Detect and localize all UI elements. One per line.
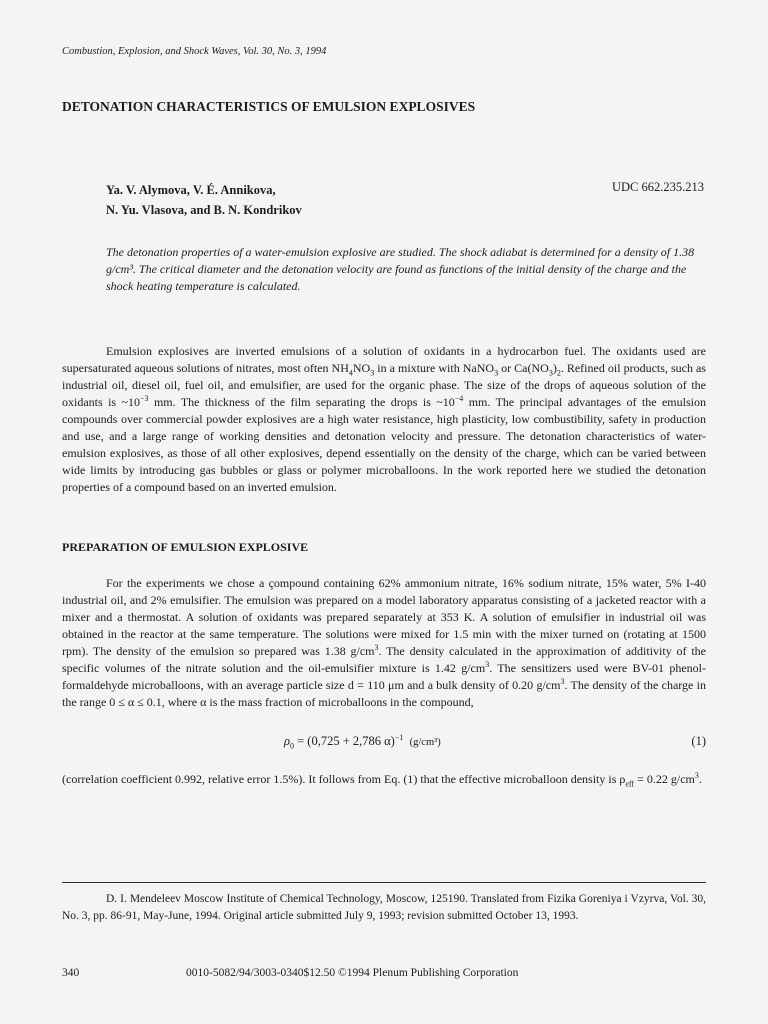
equation-1 — [62, 734, 706, 754]
subscript: eff — [625, 779, 635, 789]
article-title: DETONATION CHARACTERISTICS OF EMULSION EXPLOSIVES — [62, 99, 476, 114]
intro-paragraph: Emulsion explosives are inverted emulsions of a solution of oxidants in a hydrocarbon fuel. The oxidants used are supersaturated aqueous solutions of nitrates, most often $NH_4NO_3$ in a mixture with NaNO$_3$ or $Ca(NO_3)_2$. Refined oil products, such as industrial oil, diesel oil, fuel oil, and emulsifier, are used for the organic phase. The size of the drops of aqueous solution of the oxidants is $\sim 10^{-3}$ mm. The thickness of the film separating the drops is $\sim 10^{-4}$ mm. The principal advantages of the emulsion compounds over commercial powder explosives are a high water resistance, high plasticity, low combustibility, safety in production and use, and a large range of working densities and detonation velocity and pressure. The detonation characteristics of water-emulsion explosives, as those of all other explosives, depend essentially on the density of the charge, which can be varied between wide limits by introducing gas bubbles or glass or polymer microballoons. In the work reported here we studied the detonation properties of a compound based on an inverted emulsion. — [62, 344, 706, 494]
footnote-divider — [62, 882, 706, 883]
subscript: 3 — [370, 368, 375, 378]
equation-lhs: ρ — [284, 734, 290, 748]
preparation-paragraph: For the experiments we chose a çompound containing 62% ammonium nitrate, 16% sodium nitrate, 15% water, 5% I-40 industrial oil, and 2% emulsifier. The emulsion was prepared on a model laboratory apparatus consisting of a jacketed reactor with a mixer and a thermostat. A solution of oxidants was prepared separately at 353 K. A solution of emulsifier in industrial oil was obtained in the reactor at the same temperature. The solutions were mixed for 1.5 min with the mixer turned on (rotating at 1500 rpm). The density of the emulsion so prepared was 1.38 $g/cm^3$. The density calculated in the approximation of additivity of the specific volumes of the nitrate solution and the oil-emulsifier mixture is 1.42 $g/cm^3$. The sensitizers used were BV-01 phenol-formaldehyde microballoons, with an average particle size d = 110 μm and a bulk density of 0.20 $g/cm^3$. The density of the charge in the range 0 ≤ α ≤ 0.1, where α is the mass fraction of microballoons in the compound, — [62, 576, 706, 709]
abstract: The detonation properties of a water-emulsion explosive are studied. The shock adiabat is determined for a density of 1.38 g/cm³. The critical diameter and the detonation velocity are found as functions of the initial density of the charge and the shock heating temperature is calculated. — [106, 245, 695, 293]
equation-unit: (g/cm³) — [409, 737, 441, 748]
superscript: −4 — [454, 394, 464, 403]
post-equation-paragraph: (correlation coefficient 0.992, relative error 1.5%). It follows from Eq. (1) that the effective microballoon density is $\rho_{eff} = 0.22$ $g/cm^3$. — [62, 771, 702, 789]
subscript: 2 — [556, 368, 561, 378]
author-list — [106, 180, 302, 220]
equation-lhs-subscript: 0 — [290, 741, 294, 751]
superscript: 3 — [560, 677, 565, 686]
journal-citation: Combustion, Explosion, and Shock Waves, Vol. 30, No. 3, 1994 — [62, 46, 327, 57]
affiliation-footnote: D. I. Mendeleev Moscow Institute of Chemical Technology, Moscow, 125190. Translated from Fizika Goreniya i Vzyrva, Vol. 30, No. 3, pp. 86-91, May-June, 1994. Original article submitted July 9, 1993; revision submitted October 13, 1993. — [62, 893, 706, 922]
subscript: 3 — [494, 368, 499, 378]
equation-body — [284, 734, 441, 749]
page-number: 340 — [62, 967, 80, 979]
subscript: 4 — [348, 368, 353, 378]
udc-code: UDC 662.235.213 — [611, 180, 704, 194]
subscript: 3 — [548, 368, 553, 378]
superscript: 3 — [485, 660, 490, 669]
equation-number: (1) — [691, 734, 706, 748]
superscript: 3 — [694, 771, 699, 780]
author-line-2: N. Yu. Vlasova, and B. N. Kondrikov — [106, 203, 302, 217]
superscript: 3 — [374, 643, 379, 652]
author-line-1: Ya. V. Alymova, V. É. Annikova, — [106, 183, 276, 197]
section-heading: PREPARATION OF EMULSION EXPLOSIVE — [62, 540, 309, 554]
equation-exponent: −1 — [394, 732, 404, 742]
superscript: −3 — [140, 394, 149, 403]
equation-rhs: = (0,725 + 2,786 α) — [294, 734, 395, 748]
copyright-line: 0010-5082/94/3003-0340$12.50 ©1994 Plenum Publishing Corporation — [186, 967, 519, 979]
